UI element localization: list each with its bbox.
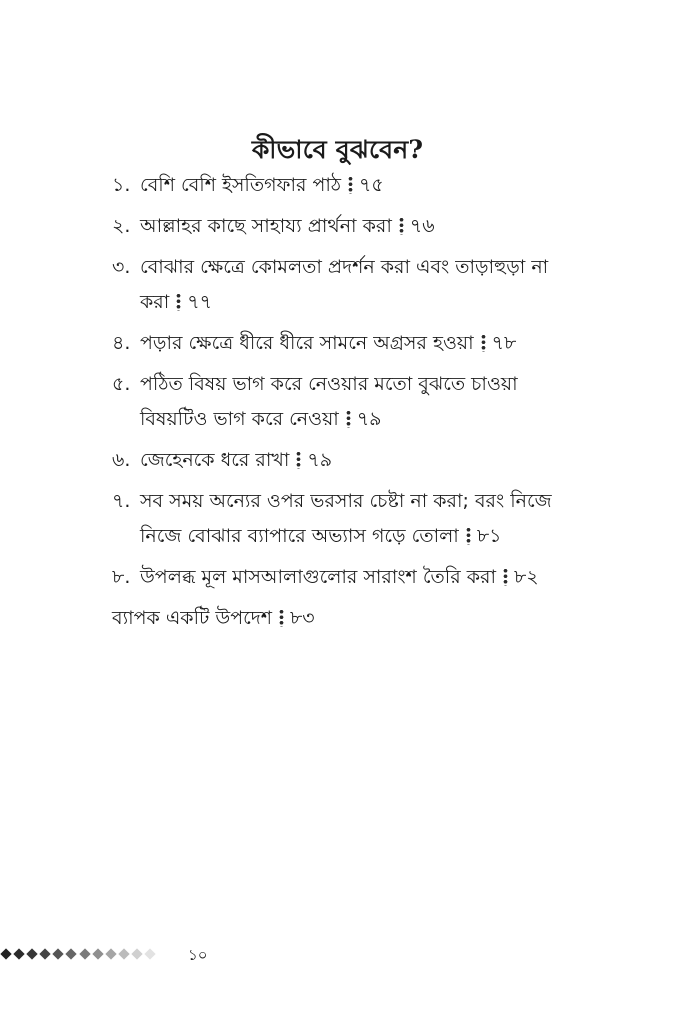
toc-item-page: ৮২: [513, 566, 539, 588]
toc-item-page: ৭৫: [359, 174, 384, 196]
vertical-dots-icon: [279, 609, 284, 627]
diamond-icon: [105, 948, 116, 959]
toc-item-number: ২.: [112, 215, 131, 237]
vertical-dots-icon: [346, 410, 351, 428]
diamond-icon: [144, 948, 155, 959]
toc-item[interactable]: [112, 601, 582, 636]
toc-item[interactable]: [112, 168, 582, 203]
toc-item-title: জেহেনকে ধরে রাখা: [140, 449, 290, 471]
page-title: কীভাবে বুঝবেন?: [251, 134, 424, 164]
vertical-dots-icon: [466, 527, 471, 545]
toc-item[interactable]: [112, 209, 582, 244]
toc-item-title: পড়ার ক্ষেত্রে ধীরে ধীরে সামনে অগ্রসর হওয়া: [140, 332, 474, 354]
vertical-dots-icon: [399, 217, 404, 235]
diamond-icon: [66, 948, 77, 959]
vertical-dots-icon: [296, 451, 301, 469]
diamond-ornament: [0, 950, 159, 958]
toc-item[interactable]: [112, 326, 582, 361]
toc-item-title: সব সময় অন্যের ওপর ভরসার চেষ্টা না করা; বরং নিজে নিজে বোঝার ব্যাপারে অভ্যাস গড়ে তোলা: [140, 490, 552, 547]
toc-item-number: ৩.: [112, 256, 131, 278]
vertical-dots-icon: [176, 293, 181, 311]
toc-item-page: ৭৯: [356, 408, 382, 430]
diamond-icon: [92, 948, 103, 959]
diamond-icon: [40, 948, 51, 959]
toc-item-number: ১.: [112, 174, 131, 196]
toc-item-title: আল্লাহর কাছে সাহায্য প্রার্থনা করা: [140, 215, 392, 237]
page-number: ১০: [188, 946, 208, 964]
diamond-icon: [118, 948, 129, 959]
toc-item-number: ৭.: [112, 490, 131, 512]
toc-item-page: ৭৬: [409, 215, 435, 237]
vertical-dots-icon: [348, 176, 353, 194]
toc-item-number: ৬.: [112, 449, 131, 471]
toc-item-page: ৭৭: [187, 291, 212, 313]
toc-item-page: ৭৯: [307, 449, 333, 471]
toc-item-title: উপলব্ধ মূল মাসআলাগুলোর সারাংশ তৈরি করা: [140, 566, 496, 588]
toc-item-page: ৮১: [476, 525, 502, 547]
toc-item-page: ৭৮: [491, 332, 517, 354]
diamond-icon: [27, 948, 38, 959]
toc-item[interactable]: [112, 250, 582, 320]
toc-item[interactable]: [112, 367, 582, 437]
diamond-icon: [79, 948, 90, 959]
toc-item-title: বোঝার ক্ষেত্রে কোমলতা প্রদর্শন করা এবং তাড়াহুড়া না করা: [140, 256, 549, 313]
toc-item-number: ৫.: [112, 373, 131, 395]
toc-item-page: ৮৩: [289, 607, 315, 629]
diamond-icon: [131, 948, 142, 959]
toc-item-number: ৮.: [112, 566, 131, 588]
toc-item-title: বেশি বেশি ইসতিগফার পাঠ: [140, 174, 342, 196]
diamond-icon: [13, 948, 24, 959]
toc-item[interactable]: [112, 443, 582, 478]
page-footer: [0, 944, 159, 964]
diamond-icon: [0, 948, 11, 959]
vertical-dots-icon: [503, 568, 508, 586]
table-of-contents: [112, 168, 582, 642]
toc-item-title: ব্যাপক একটি উপদেশ: [112, 607, 272, 629]
toc-item[interactable]: [112, 484, 582, 554]
toc-item[interactable]: [112, 560, 582, 595]
vertical-dots-icon: [481, 334, 486, 352]
toc-item-number: ৪.: [112, 332, 131, 354]
toc-item-title: পঠিত বিষয় ভাগ করে নেওয়ার মতো বুঝতে চাওয়া বিষয়টিও ভাগ করে নেওয়া: [140, 373, 518, 430]
diamond-icon: [53, 948, 64, 959]
